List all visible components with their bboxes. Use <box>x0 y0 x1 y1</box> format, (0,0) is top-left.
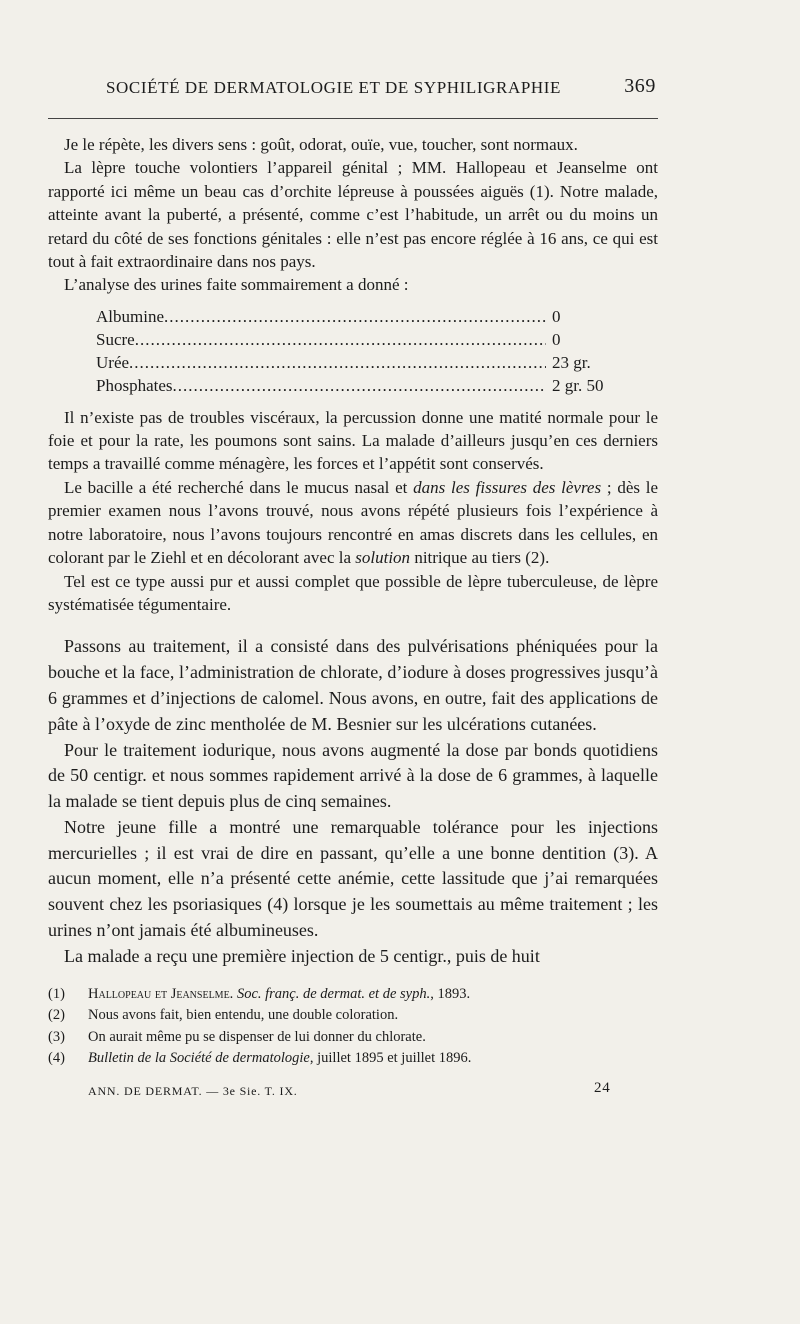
running-title: SOCIÉTÉ DE DERMATOLOGIE ET DE SYPHILIGRAPHIE <box>106 78 562 97</box>
leader-dots <box>164 305 546 328</box>
footnote <box>48 1005 658 1027</box>
footnote-number: (1) <box>48 985 65 1002</box>
footnote-journal: Soc. franç. de dermat. et de syph. <box>236 985 431 1002</box>
document-page <box>48 75 659 1104</box>
footnote <box>48 1027 658 1049</box>
item-value: 0 <box>552 306 561 326</box>
footnote <box>48 984 658 1006</box>
paragraph: Je le répète, les divers sens : goût, odorat, ouïe, vue, toucher, sont normaux. <box>64 135 578 154</box>
footnote <box>48 1048 658 1070</box>
paragraph: Pour le traitement iodurique, nous avons augmenté la dose par bonds quotidiens de 50 centigr. et nous sommes rapidement arrivé à la dose de 6 grammes, à laquelle la malade se tient depuis plus de cinq semaines. <box>48 739 658 812</box>
page-number: 369 <box>624 75 656 97</box>
footnotes <box>48 984 658 1070</box>
page-footer <box>48 1080 658 1104</box>
leader-dots <box>135 328 546 351</box>
text-run: nitrique au tiers (2). <box>410 548 550 568</box>
italic-run: dans les fissures des lèvres <box>413 477 602 497</box>
paragraph: La lèpre touche volontiers l’appareil génital ; MM. Hallopeau et Jeanselme ont rapporté ici même un beau cas d’orchite lépreuse à poussées aiguës (1). Notre malade, atteinte avant la puberté, a présenté, comme c’est l’habitude, un arrêt ou du moins un retard du côté de ses fonctions génitales : elle n’est pas encore réglée à 16 ans, ce qui est tout à fait extraordinaire dans nos pays. <box>48 158 658 272</box>
italic-run: solution <box>355 548 411 568</box>
signature-mark: ANN. DE DERMAT. — 3e Sie. T. IX. <box>88 1083 298 1098</box>
footnote-text: , 1893. <box>430 985 471 1002</box>
item-value: 0 <box>552 330 561 350</box>
footnote-authors: Hallopeau et Jeanselme. <box>88 985 234 1002</box>
paragraph: La malade a reçu une première injection de 5 centigr., puis de huit <box>64 945 540 966</box>
text-run: ; dès le premier examen nous l’avons trouvé, nous avons répété plusieurs fois l’expérience à notre laboratoire, nous l’avons toujours rencontré en amas discrets dans les cellules, en colorant par le Ziehl et en décolorant avec la <box>48 477 659 568</box>
list-item <box>96 374 602 397</box>
item-value: 23 gr. <box>552 353 591 373</box>
footnote-text: On aurait même pu se dispenser de lui donner du chlorate. <box>88 1028 426 1045</box>
paragraph: Notre jeune fille a montré une remarquable tolérance pour les injections mercurielles ; il est vrai de dire en passant, qu’elle a une bonne dentition (3). A aucun moment, elle n’a présenté cette anémie, cette lassitude que j’ai remarquées souvent chez les psoriasiques (4) lorsque je les soumettais au même traitement ; les urines n’ont jamais été albumineuses. <box>48 816 658 941</box>
paragraph: L’analyse des urines faite sommairement a donné : <box>64 275 409 295</box>
item-label: Sucre <box>96 330 135 350</box>
footnote-text: Nous avons fait, bien entendu, une double coloration. <box>88 1007 399 1024</box>
footnote-number: (4) <box>48 1050 65 1067</box>
item-label: Albumine <box>96 306 164 326</box>
paragraph <box>48 476 658 570</box>
leader-dots <box>173 374 547 397</box>
text-run: Le bacille a été recherché dans le mucus nasal et <box>64 477 414 497</box>
running-header <box>48 75 658 110</box>
list-item <box>96 351 602 374</box>
item-label: Urée <box>96 353 130 373</box>
footnote-number: (3) <box>48 1028 65 1045</box>
sheet-number: 24 <box>594 1079 611 1096</box>
list-item <box>96 305 602 328</box>
header-rule <box>48 118 658 119</box>
footnote-text: , juillet 1895 et juillet 1896. <box>309 1050 472 1067</box>
footnote-number: (2) <box>48 1007 65 1024</box>
footnote-journal: Bulletin de la Société de dermatologie <box>88 1050 310 1067</box>
leader-dots <box>129 351 546 374</box>
list-item <box>96 328 602 351</box>
urine-analysis-list <box>96 305 602 398</box>
item-value: 2 gr. 50 <box>552 376 604 396</box>
item-label: Phosphates <box>96 376 173 396</box>
section-gap <box>48 616 658 634</box>
treatment-section <box>48 634 658 969</box>
paragraph: Passons au traitement, il a consisté dans des pulvérisations phéniquées pour la bouche et la face, l’administration de chlorate, d’iodure à doses progressives jusqu’à 6 grammes et d’injections de calomel. Nous avons, en outre, fait des applications de pâte à l’oxyde de zinc mentholée de M. Besnier sur les ulcérations cutanées. <box>48 636 658 734</box>
paragraph: Tel est ce type aussi pur et aussi complet que possible de lèpre tuberculeuse, de lèpre systématisée tégumentaire. <box>48 571 658 614</box>
paragraph: Il n’existe pas de troubles viscéraux, la percussion donne une matité normale pour le foie et pour la rate, les poumons sont sains. La malade d’ailleurs jusqu’en ces derniers temps a travaillé comme ménagère, les forces et l’appétit sont conservés. <box>48 407 658 474</box>
